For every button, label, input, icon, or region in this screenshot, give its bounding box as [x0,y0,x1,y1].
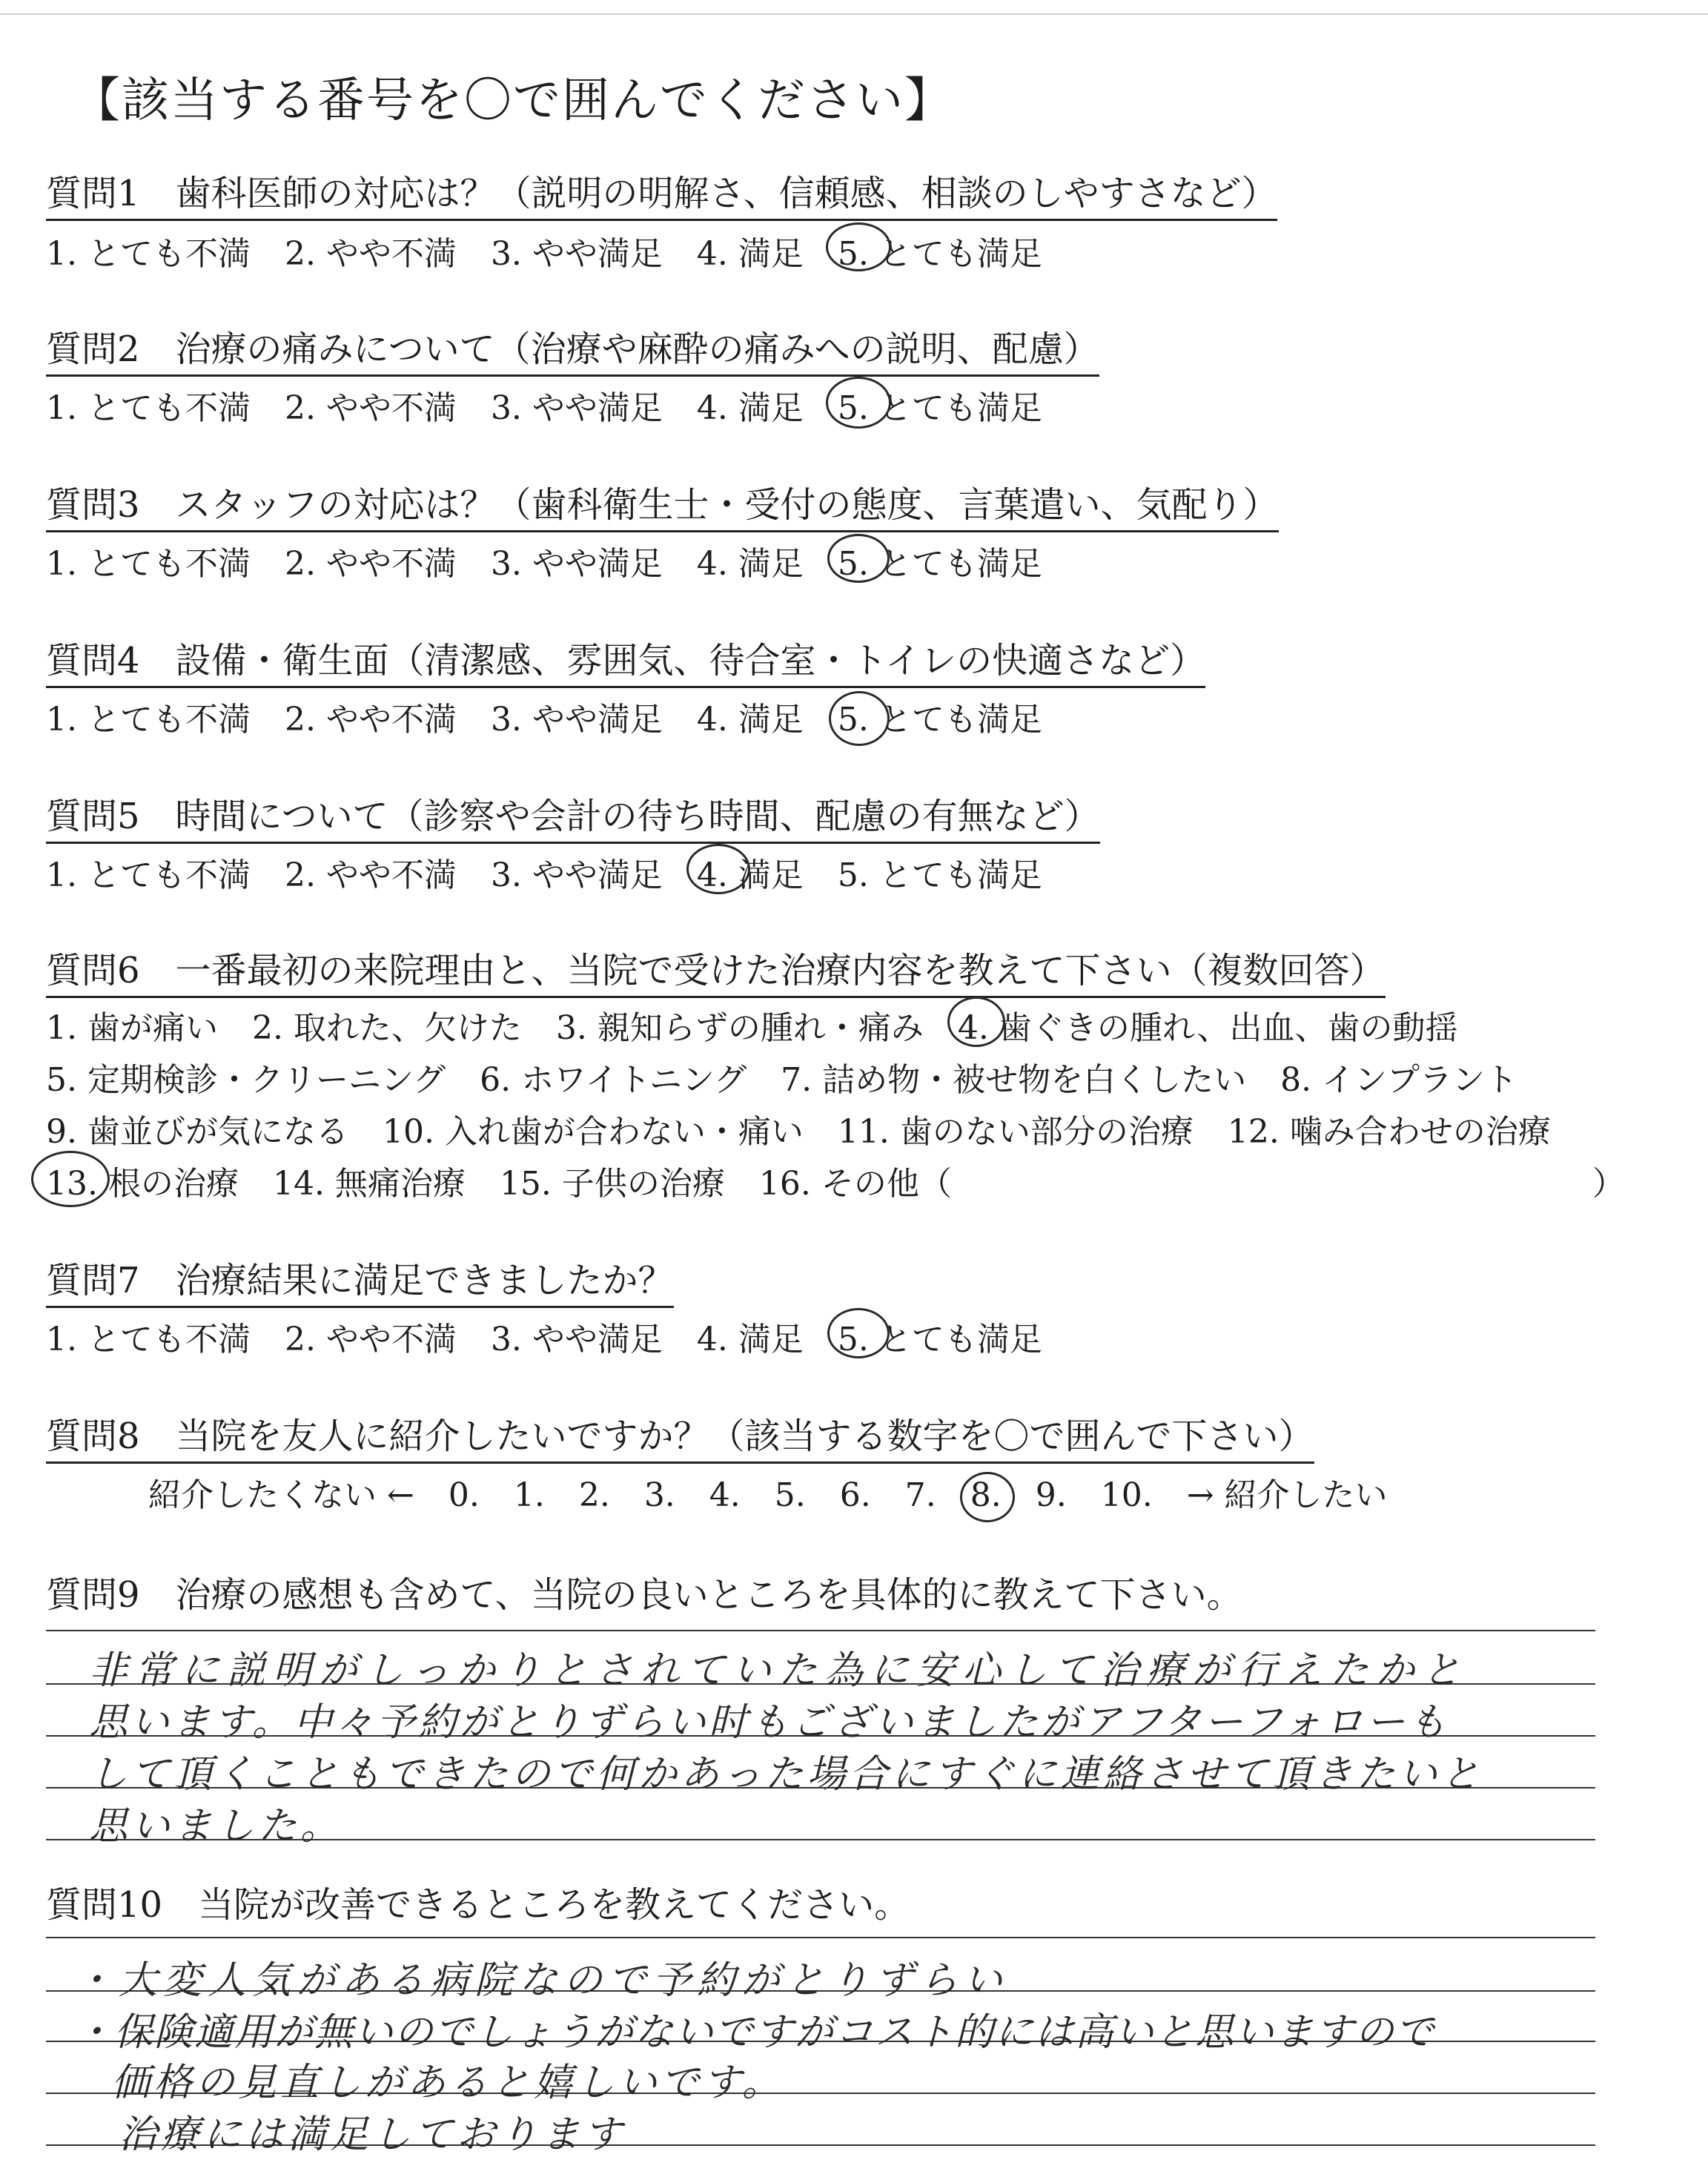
q8-option-9[interactable]: 9. [1035,1476,1067,1514]
q1-option-5-label: 5. とても満足 [837,235,1042,273]
q1-option-5[interactable] [838,227,1042,274]
q4-option-1[interactable]: 1. とても不満 [46,701,251,739]
q8-option-10[interactable]: 10. [1100,1476,1153,1514]
q6-option-14[interactable]: 14. 無痛治療 [272,1165,466,1203]
q5-option-1[interactable]: 1. とても不満 [46,856,251,894]
q3-option-2[interactable]: 2. やや不満 [284,545,457,583]
q4-option-5[interactable] [838,693,1042,740]
q6-options-row-1 [46,1001,1482,1048]
page-top-border [0,13,1708,15]
q7-option-5[interactable] [838,1312,1042,1360]
q9-title: 質問9 治療の感想も含めて、当院の良いところを具体的に教えて下さい。 [46,1574,1242,1616]
q6-option-9[interactable]: 9. 歯並びが気になる [46,1113,348,1151]
q7-options [46,1312,1066,1360]
q6-option-10[interactable]: 10. 入れ歯が合わない・痛い [382,1113,804,1151]
q5-options [46,848,1066,896]
q2-option-5-label: 5. とても満足 [837,389,1042,427]
q3-title: 質問3 スタッフの対応は？（歯科衛生士・受付の態度、言葉遣い、気配り） [46,476,1279,532]
q6-option-13-label: 13. 根の治療 [46,1165,239,1203]
q1-option-2[interactable]: 2. やや不満 [284,235,457,273]
q10-handwritten-line-3: 価格の見直しがあると嬉しいです。 [111,2061,784,2105]
q6-options-row-2 [46,1053,1541,1100]
q5-option-2[interactable]: 2. やや不満 [284,856,457,894]
q5-option-4[interactable] [697,848,804,896]
q7-option-2[interactable]: 2. やや不満 [284,1321,457,1358]
q6-option-2[interactable]: 2. 取れた、欠けた [251,1009,522,1047]
q8-left-label: 紹介したくない ← [148,1476,414,1514]
q2-option-3[interactable]: 3. やや満足 [490,389,663,427]
q4-option-4[interactable]: 4. 満足 [696,701,804,739]
q1-option-1[interactable]: 1. とても不満 [46,235,251,273]
q6-option-13[interactable] [46,1157,239,1204]
q5-title: 質問5 時間について（診察や会計の待ち時間、配慮の有無など） [46,787,1100,844]
q10-rule-1 [46,1937,1595,1938]
q6-option-7[interactable]: 7. 詰め物・被せ物を白くしたい [781,1061,1247,1099]
q7-option-1[interactable]: 1. とても不満 [46,1321,251,1358]
q7-option-5-label: 5. とても満足 [837,1321,1042,1358]
q10-handwritten-line-4: 治療には満足しております [119,2113,626,2157]
q8-option-1[interactable]: 1. [513,1476,545,1514]
q5-option-5[interactable]: 5. とても満足 [837,856,1042,894]
q6-option-3[interactable]: 3. 親知らずの腫れ・痛み [555,1009,924,1047]
instruction-heading: 【該当する番号を〇で囲んでください】 [73,73,953,128]
q3-option-5[interactable] [838,537,1042,584]
q9-handwritten-line-4: 思いました。 [89,1804,343,1849]
q4-option-5-label: 5. とても満足 [837,701,1042,739]
q8-option-7[interactable]: 7. [904,1476,936,1514]
q6-option-11[interactable]: 11. 歯のない部分の治療 [837,1113,1194,1151]
q2-option-2[interactable]: 2. やや不満 [284,389,457,427]
q6-option-8[interactable]: 8. インプラント [1280,1061,1518,1099]
q8-option-5[interactable]: 5. [774,1476,806,1514]
q6-option-5[interactable]: 5. 定期検診・クリーニング [46,1061,446,1099]
q8-right-label: → 紹介したい [1186,1476,1388,1514]
q7-title: 質問7 治療結果に満足できましたか？ [46,1252,674,1308]
q6-option-15[interactable]: 15. 子供の治療 [499,1165,725,1203]
q6-option-6[interactable]: 6. ホワイトニング [480,1061,747,1099]
q8-option-6[interactable]: 6. [839,1476,871,1514]
q10-title: 質問10 当院が改善できるところを教えてください。 [46,1884,910,1926]
q4-title: 質問4 設備・衛生面（清潔感、雰囲気、待合室・トイレの快適さなど） [46,632,1205,688]
q1-option-4[interactable]: 4. 満足 [696,235,804,273]
q4-option-2[interactable]: 2. やや不満 [284,701,457,739]
q1-title: 質問1 歯科医師の対応は？（説明の明解さ、信頼感、相談のしやすさなど） [46,165,1277,221]
q3-option-1[interactable]: 1. とても不満 [46,545,251,583]
q8-option-2[interactable]: 2. [578,1476,610,1514]
q9-handwritten-line-3: して頂くこともできたので何かあった場合にすぐに連絡させて頂きたいと [89,1752,1483,1797]
q6-option-4[interactable] [958,1001,1458,1048]
q4-options [46,693,1066,740]
q9-handwritten-line-2: 思います。中々予約がとりずらい时もございましたがアフターフォローも [89,1700,1450,1745]
q3-option-3[interactable]: 3. やや満足 [490,545,663,583]
q9-rule-1 [46,1630,1595,1631]
q6-options-row-4 [46,1157,976,1204]
q1-options [46,227,1066,274]
q2-option-1[interactable]: 1. とても不満 [46,389,251,427]
q6-options-row-3 [46,1105,1575,1152]
q10-handwritten-line-2: ・保険適用が無いのでしょうがないですがコスト的には高いと思いますので [74,2010,1436,2055]
q7-option-3[interactable]: 3. やや満足 [490,1321,663,1358]
q8-option-8-label: 8. [970,1476,1002,1514]
q1-option-3[interactable]: 3. やや満足 [490,235,663,273]
q3-options [46,537,1066,584]
q6-title: 質問6 一番最初の来院理由と、当院で受けた治療内容を教えて下さい（複数回答） [46,942,1386,998]
q8-option-0[interactable]: 0. [448,1476,480,1514]
q4-option-3[interactable]: 3. やや満足 [490,701,663,739]
q8-title: 質問8 当院を友人に紹介したいですか？（該当する数字を〇で囲んで下さい） [46,1407,1314,1464]
q6-option-4-label: 4. 歯ぐきの腫れ、出血、歯の動揺 [957,1009,1458,1047]
q10-handwritten-line-1: ・大変人気がある病院なので予約がとりずらい [74,1958,1009,2003]
q8-scale [148,1468,1411,1516]
q6-option-16[interactable]: 16. その他（ [758,1165,952,1203]
q6-option-12[interactable]: 12. 噛み合わせの治療 [1227,1113,1551,1151]
q8-option-8[interactable] [970,1476,1002,1514]
q8-option-3[interactable]: 3. [643,1476,675,1514]
q3-option-5-label: 5. とても満足 [837,545,1042,583]
q2-title: 質問2 治療の痛みについて（治療や麻酔の痛みへの説明、配慮） [46,320,1099,377]
q3-option-4[interactable]: 4. 満足 [696,545,804,583]
q6-option-1[interactable]: 1. 歯が痛い [46,1009,218,1047]
q5-option-3[interactable]: 3. やや満足 [490,856,663,894]
q5-option-4-label: 4. 満足 [696,856,804,894]
q2-option-5[interactable] [838,381,1042,429]
q2-option-4[interactable]: 4. 満足 [696,389,804,427]
q6-other-close-paren: ） [1592,1165,1625,1203]
q9-handwritten-line-1: 非常に説明がしっかりとされていた為に安心して治療が行えたかと [89,1648,1469,1693]
q2-options [46,381,1066,429]
q8-option-4[interactable]: 4. [709,1476,741,1514]
q7-option-4[interactable]: 4. 満足 [696,1321,804,1358]
